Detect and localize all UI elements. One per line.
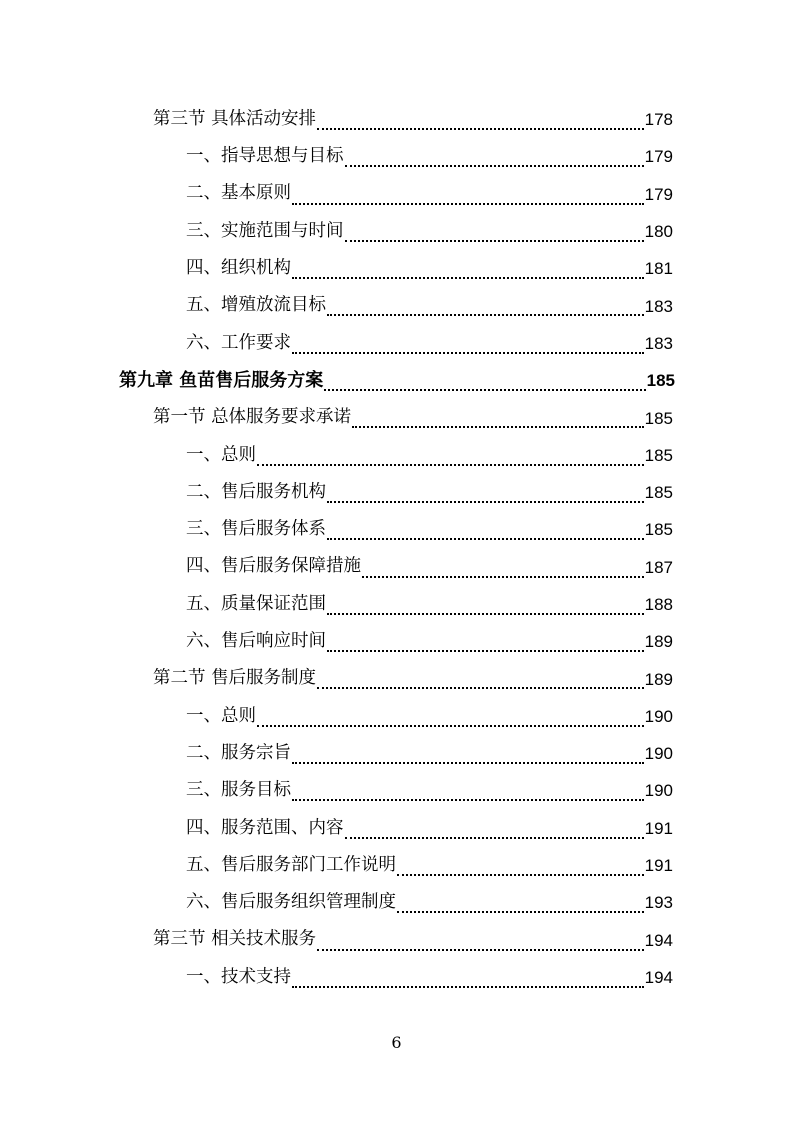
toc-entry-title: 六、工作要求 [186,332,291,353]
toc-entry-page: 190 [644,744,673,764]
toc-entry-title: 一、总则 [186,444,256,465]
dot-leader [324,372,645,391]
toc-entry-title: 第三节 具体活动安排 [153,108,317,129]
dot-leader [292,745,644,764]
toc-entry-page: 178 [644,110,673,130]
toc-subsection-entry[interactable] [0,549,793,586]
toc-entry-title: 第九章 鱼苗售后服务方案 [119,369,324,391]
toc-entry-title: 四、服务范围、内容 [186,817,344,838]
toc-entry-page: 193 [644,893,673,913]
toc-entry-title: 一、技术支持 [186,966,291,987]
toc-entry-page: 185 [646,371,675,391]
toc-entry-title: 六、售后服务组织管理制度 [186,892,396,913]
toc-subsection-entry[interactable] [0,287,793,324]
dot-leader [327,633,644,652]
toc-entry-page: 189 [644,669,673,689]
toc-entry-title: 五、质量保证范围 [186,593,326,614]
toc-entry-title: 二、基本原则 [186,183,291,204]
toc-entry-page: 187 [644,557,673,577]
toc-entry-title: 二、售后服务机构 [186,481,326,502]
toc-entry-title: 二、服务宗旨 [186,742,291,763]
dot-leader [317,111,644,130]
toc-entry-page: 190 [644,706,673,726]
toc-entry-page: 179 [644,184,673,204]
toc-entry-title: 六、售后响应时间 [186,631,326,652]
toc-subsection-entry[interactable] [0,138,793,175]
toc-subsection-entry[interactable] [0,176,793,213]
toc-subsection-entry[interactable] [0,474,793,511]
dot-leader [397,857,644,876]
dot-leader [327,297,644,316]
dot-leader [352,409,644,428]
toc-entry-page: 183 [644,333,673,353]
dot-leader [317,932,644,951]
toc-entry-page: 194 [644,967,673,987]
toc-subsection-entry[interactable] [0,959,793,996]
table-of-contents [0,101,793,996]
dot-leader [292,186,644,205]
dot-leader [292,782,644,801]
toc-subsection-entry[interactable] [0,586,793,623]
dot-leader [257,708,644,727]
toc-entry-title: 五、增殖放流目标 [186,295,326,316]
dot-leader [397,894,644,913]
toc-subsection-entry[interactable] [0,884,793,921]
toc-entry-title: 一、总则 [186,705,256,726]
toc-section-entry[interactable] [0,399,793,436]
toc-entry-page: 183 [644,296,673,316]
toc-subsection-entry[interactable] [0,250,793,287]
toc-subsection-entry[interactable] [0,810,793,847]
toc-entry-page: 190 [644,781,673,801]
toc-entry-page: 194 [644,930,673,950]
toc-entry-page: 185 [644,520,673,540]
dot-leader [292,335,644,354]
toc-subsection-entry[interactable] [0,213,793,250]
toc-entry-page: 188 [644,595,673,614]
toc-subsection-entry[interactable] [0,735,793,772]
dot-leader [345,148,644,167]
toc-entry-page: 191 [644,856,673,876]
dot-leader [327,596,644,615]
dot-leader [292,260,644,279]
dot-leader [362,559,644,578]
toc-entry-page: 180 [644,222,673,242]
dot-leader [317,670,644,689]
toc-subsection-entry[interactable] [0,437,793,474]
toc-entry-title: 第一节 总体服务要求承诺 [153,407,352,428]
toc-entry-title: 三、服务目标 [186,780,291,801]
toc-entry-title: 四、售后服务保障措施 [186,556,361,577]
toc-subsection-entry[interactable] [0,325,793,362]
toc-subsection-entry[interactable] [0,698,793,735]
toc-entry-page: 189 [644,632,673,652]
toc-entry-title: 三、实施范围与时间 [186,220,344,241]
toc-subsection-entry[interactable] [0,847,793,884]
toc-entry-page: 181 [644,259,673,279]
dot-leader [345,223,644,242]
toc-entry-title: 一、指导思想与目标 [186,146,344,167]
dot-leader [327,521,644,540]
toc-entry-page: 179 [644,147,673,167]
toc-entry-title: 第三节 相关技术服务 [153,929,317,950]
toc-subsection-entry[interactable] [0,623,793,660]
toc-subsection-entry[interactable] [0,511,793,548]
dot-leader [257,447,644,466]
toc-section-entry[interactable] [0,922,793,959]
toc-entry-page: 185 [644,408,673,428]
dot-leader [292,969,644,988]
toc-entry-page: 185 [644,445,673,465]
dot-leader [327,484,644,503]
dot-leader [345,820,644,839]
toc-entry-title: 第二节 售后服务制度 [153,668,317,689]
toc-entry-page: 185 [644,483,673,503]
toc-chapter-entry[interactable] [0,362,793,399]
toc-entry-page: 191 [644,818,673,838]
toc-entry-title: 四、组织机构 [186,258,291,279]
toc-entry-title: 五、售后服务部门工作说明 [186,854,396,875]
page-number: 6 [391,1033,402,1052]
toc-subsection-entry[interactable] [0,772,793,809]
toc-section-entry[interactable] [0,101,793,138]
toc-entry-title: 三、售后服务体系 [186,519,326,540]
toc-section-entry[interactable] [0,660,793,697]
